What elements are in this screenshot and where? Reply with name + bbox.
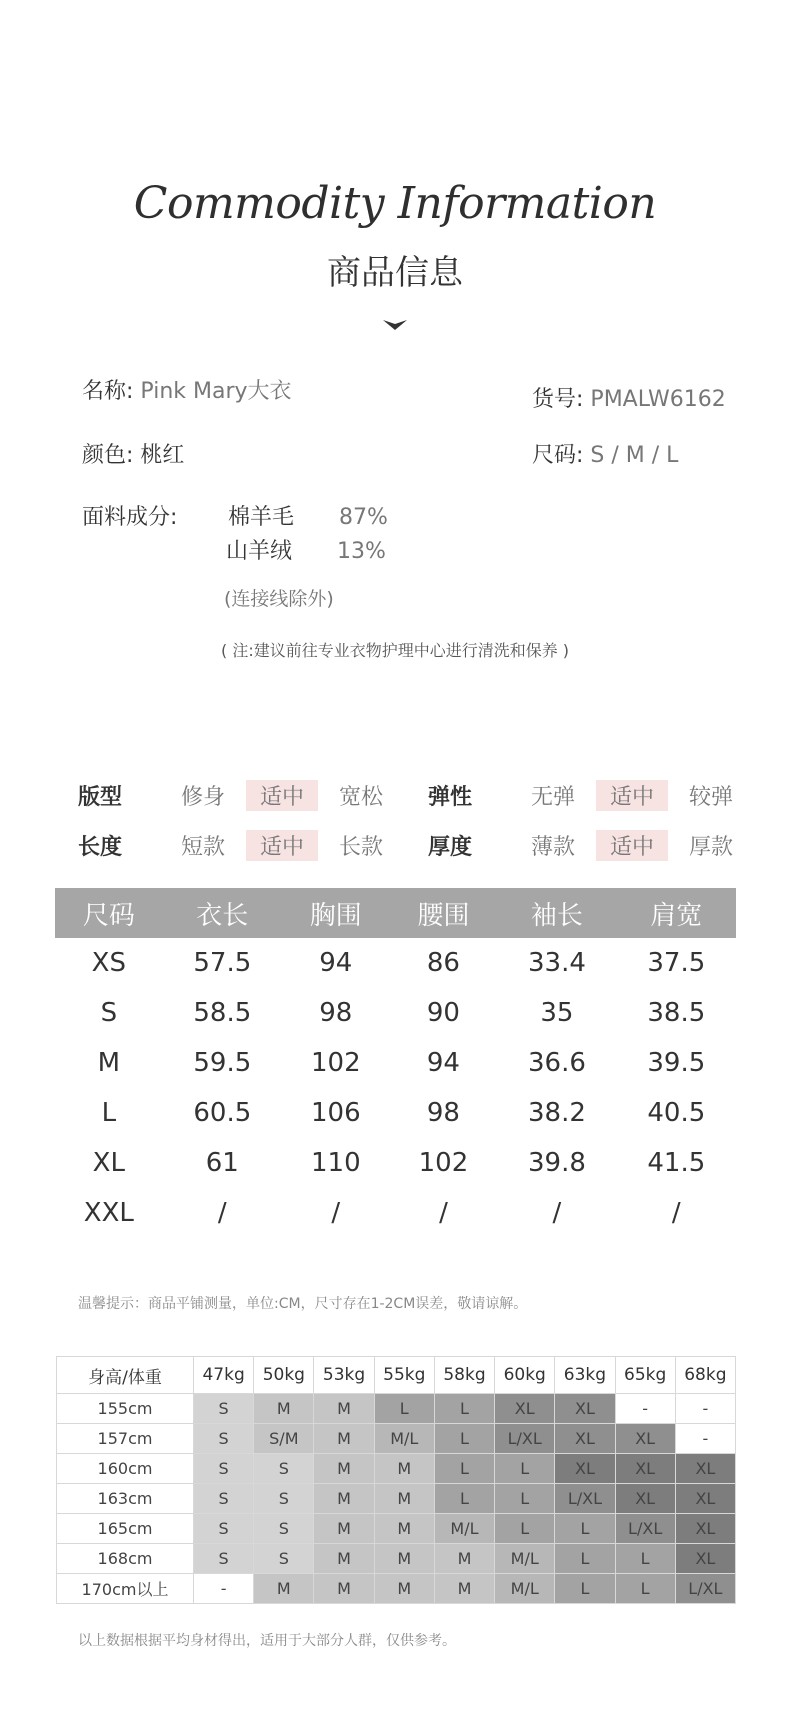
height-cell: 157cm <box>57 1424 194 1454</box>
table-cell: M <box>97 1048 121 1078</box>
height-cell: 170cm以上 <box>57 1574 194 1604</box>
chevron-down-icon <box>383 318 407 332</box>
hw-cell: - <box>675 1394 735 1424</box>
hw-cell: XL <box>495 1394 555 1424</box>
fabric-item <box>226 534 386 565</box>
attr-option-selected: 适中 <box>596 780 668 811</box>
table-row <box>55 988 736 1038</box>
hw-cell: XL <box>615 1484 675 1514</box>
hw-row <box>57 1454 736 1484</box>
hw-cell: - <box>675 1424 735 1454</box>
weight-cell: 68kg <box>675 1357 735 1394</box>
table-cell: 98 <box>426 1098 460 1128</box>
hw-cell: S <box>254 1544 314 1574</box>
table-cell: S <box>100 998 118 1028</box>
table-cell: 59.5 <box>193 1048 252 1078</box>
hw-cell: S <box>194 1484 254 1514</box>
table-cell: 41.5 <box>647 1148 706 1178</box>
table-row <box>55 938 736 988</box>
script-title: Commodity Information <box>133 178 657 229</box>
header-cell: 肩宽 <box>617 888 736 938</box>
fabric-label: 面料成分: <box>82 505 178 530</box>
table-cell: 60.5 <box>193 1098 252 1128</box>
hw-cell: M <box>254 1574 314 1604</box>
attr-option: 修身 <box>180 785 225 810</box>
weight-cell: 65kg <box>615 1357 675 1394</box>
hw-cell: S <box>194 1394 254 1424</box>
hw-cell: XL <box>675 1484 735 1514</box>
hw-cell: L <box>495 1484 555 1514</box>
table-cell: 39.8 <box>527 1148 586 1178</box>
hw-cell: L/XL <box>615 1514 675 1544</box>
table-cell: 38.2 <box>527 1098 586 1128</box>
code-label: 货号: <box>532 387 584 412</box>
hw-cell: M <box>374 1484 434 1514</box>
hw-row <box>57 1514 736 1544</box>
table-cell: 90 <box>426 998 460 1028</box>
table-cell: 102 <box>418 1148 469 1178</box>
table-cell: 106 <box>310 1098 361 1128</box>
hw-cell: M/L <box>374 1424 434 1454</box>
table-cell: / <box>671 1198 681 1228</box>
code-row <box>532 382 726 413</box>
hw-row <box>57 1544 736 1574</box>
table-cell: XS <box>91 948 126 978</box>
hw-cell: - <box>194 1574 254 1604</box>
weight-cell: 55kg <box>374 1357 434 1394</box>
hw-cell: XL <box>675 1544 735 1574</box>
weight-cell: 53kg <box>314 1357 374 1394</box>
size-value: S / M / L <box>590 443 679 468</box>
hw-cell: L/XL <box>675 1574 735 1604</box>
code-value: PMALW6162 <box>590 387 726 412</box>
attr-option: 无弹 <box>530 785 575 810</box>
hw-cell: M <box>374 1574 434 1604</box>
hw-cell: L <box>434 1424 494 1454</box>
table-cell: 86 <box>426 948 460 978</box>
attr-option: 较弹 <box>688 785 733 810</box>
hw-cell: L <box>495 1514 555 1544</box>
height-cell: 168cm <box>57 1544 194 1574</box>
table-cell: 61 <box>205 1148 239 1178</box>
hw-cell: L <box>555 1544 615 1574</box>
fabric-name: 棉羊毛 <box>228 505 295 530</box>
table-row <box>55 1038 736 1088</box>
hw-cell: L/XL <box>495 1424 555 1454</box>
hw-cell: S <box>194 1544 254 1574</box>
table-cell: / <box>331 1198 341 1228</box>
hw-cell: XL <box>555 1424 615 1454</box>
hw-cell: M <box>374 1514 434 1544</box>
hw-cell: XL <box>675 1454 735 1484</box>
hw-row <box>57 1424 736 1454</box>
footnote: 以上数据根据平均身材得出，适用于大部分人群，仅供参考。 <box>78 1633 456 1649</box>
attr-option-selected: 适中 <box>246 830 318 861</box>
name-row <box>82 374 292 405</box>
hw-cell: S <box>254 1514 314 1544</box>
hw-cell: XL <box>555 1454 615 1484</box>
size-row <box>532 438 678 469</box>
hw-cell: M <box>374 1454 434 1484</box>
table-cell: XL <box>92 1148 125 1178</box>
fabric-pct: 13% <box>337 539 386 564</box>
attr-label: 长度 <box>78 835 123 860</box>
attr-option: 薄款 <box>530 835 575 860</box>
table-row <box>55 1188 736 1238</box>
hw-cell: XL <box>555 1394 615 1424</box>
attr-label: 弹性 <box>428 785 473 810</box>
hw-cell: L <box>555 1514 615 1544</box>
hw-cell: M/L <box>495 1544 555 1574</box>
table-row <box>55 1088 736 1138</box>
table-cell: 102 <box>310 1048 361 1078</box>
fabric-item <box>228 500 388 531</box>
hw-cell: S <box>254 1484 314 1514</box>
size-table <box>55 888 736 1238</box>
hw-cell: XL <box>615 1454 675 1484</box>
table-cell: 110 <box>310 1148 361 1178</box>
header-cell: 胸围 <box>282 888 390 938</box>
table-cell: / <box>217 1198 227 1228</box>
hw-cell: XL <box>615 1424 675 1454</box>
header-cell: 腰围 <box>390 888 498 938</box>
attr-option: 短款 <box>180 835 225 860</box>
table-cell: 37.5 <box>647 948 706 978</box>
weight-cell: 50kg <box>254 1357 314 1394</box>
hw-cell: M <box>314 1484 374 1514</box>
hw-cell: M <box>434 1544 494 1574</box>
color-value: 桃红 <box>140 443 185 468</box>
weight-cell: 58kg <box>434 1357 494 1394</box>
hw-cell: S <box>194 1424 254 1454</box>
attr-label: 厚度 <box>428 835 473 860</box>
hw-cell: M <box>314 1424 374 1454</box>
hw-cell: M <box>314 1544 374 1574</box>
header-cell: 袖长 <box>497 888 616 938</box>
attr-option: 厚款 <box>688 835 733 860</box>
hw-cell: S <box>194 1454 254 1484</box>
color-row <box>82 438 184 469</box>
height-cell: 163cm <box>57 1484 194 1514</box>
table-cell: 94 <box>319 948 353 978</box>
hw-row <box>57 1574 736 1604</box>
table-cell: 40.5 <box>647 1098 706 1128</box>
hw-cell: S/M <box>254 1424 314 1454</box>
hw-cell: L <box>434 1454 494 1484</box>
table-cell: L <box>101 1098 117 1128</box>
hw-cell: M <box>314 1574 374 1604</box>
color-label: 颜色: <box>82 443 134 468</box>
weight-cell: 47kg <box>194 1357 254 1394</box>
measure-tip: 温馨提示：商品平铺测量，单位:CM，尺寸存在1-2CM误差，敬请谅解。 <box>78 1296 528 1312</box>
page-title: 商品信息 <box>327 253 463 293</box>
hw-cell: - <box>615 1394 675 1424</box>
fabric-name: 山羊绒 <box>226 539 293 564</box>
table-cell: 38.5 <box>647 998 706 1028</box>
attr-length <box>78 830 397 861</box>
attr-fit <box>78 780 397 811</box>
name-value: Pink Mary大衣 <box>140 379 292 404</box>
hw-cell: S <box>254 1454 314 1484</box>
hw-cell: L <box>434 1394 494 1424</box>
table-cell: 58.5 <box>193 998 252 1028</box>
corner-cell: 身高/体重 <box>57 1357 194 1394</box>
table-cell: 98 <box>319 998 353 1028</box>
table-cell: 94 <box>426 1048 460 1078</box>
table-cell: 33.4 <box>527 948 586 978</box>
hw-cell: M/L <box>495 1574 555 1604</box>
hw-header-row <box>57 1357 736 1394</box>
height-cell: 165cm <box>57 1514 194 1544</box>
hw-cell: L <box>615 1574 675 1604</box>
hw-row <box>57 1394 736 1424</box>
attr-elasticity <box>428 780 747 811</box>
hw-cell: XL <box>675 1514 735 1544</box>
attr-label: 版型 <box>78 785 123 810</box>
table-cell: / <box>552 1198 562 1228</box>
size-table-header <box>55 888 736 938</box>
fabric-note: (连接线除外) <box>224 588 334 610</box>
weight-cell: 60kg <box>495 1357 555 1394</box>
hw-cell: L/XL <box>555 1484 615 1514</box>
attr-option: 宽松 <box>338 785 383 810</box>
hw-row <box>57 1484 736 1514</box>
name-label: 名称: <box>82 379 134 404</box>
hw-cell: M <box>374 1544 434 1574</box>
care-note: ( 注:建议前往专业衣物护理中心进行清洗和保养 ) <box>221 641 570 660</box>
size-label: 尺码: <box>532 443 584 468</box>
hw-cell: M <box>314 1514 374 1544</box>
table-cell: 57.5 <box>193 948 252 978</box>
header-cell: 衣长 <box>163 888 282 938</box>
hw-cell: L <box>434 1484 494 1514</box>
hw-cell: M <box>254 1394 314 1424</box>
weight-cell: 63kg <box>555 1357 615 1394</box>
hw-cell: M/L <box>434 1514 494 1544</box>
header-cell: 尺码 <box>55 888 163 938</box>
table-cell: XXL <box>83 1198 134 1228</box>
table-cell: 35 <box>540 998 574 1028</box>
hw-cell: L <box>615 1544 675 1574</box>
hw-cell: S <box>194 1514 254 1544</box>
height-cell: 160cm <box>57 1454 194 1484</box>
table-cell: / <box>439 1198 448 1228</box>
attr-option-selected: 适中 <box>596 830 668 861</box>
fabric-pct: 87% <box>339 505 388 530</box>
height-cell: 155cm <box>57 1394 194 1424</box>
attr-thickness <box>428 830 747 861</box>
attr-option-selected: 适中 <box>246 780 318 811</box>
hw-cell: L <box>555 1574 615 1604</box>
attr-option: 长款 <box>338 835 383 860</box>
table-row <box>55 1138 736 1188</box>
hw-cell: M <box>314 1454 374 1484</box>
hw-cell: L <box>374 1394 434 1424</box>
height-weight-table <box>56 1356 736 1604</box>
hw-cell: M <box>314 1394 374 1424</box>
hw-cell: L <box>495 1454 555 1484</box>
table-cell: 39.5 <box>647 1048 706 1078</box>
table-cell: 36.6 <box>527 1048 586 1078</box>
hw-cell: M <box>434 1574 494 1604</box>
